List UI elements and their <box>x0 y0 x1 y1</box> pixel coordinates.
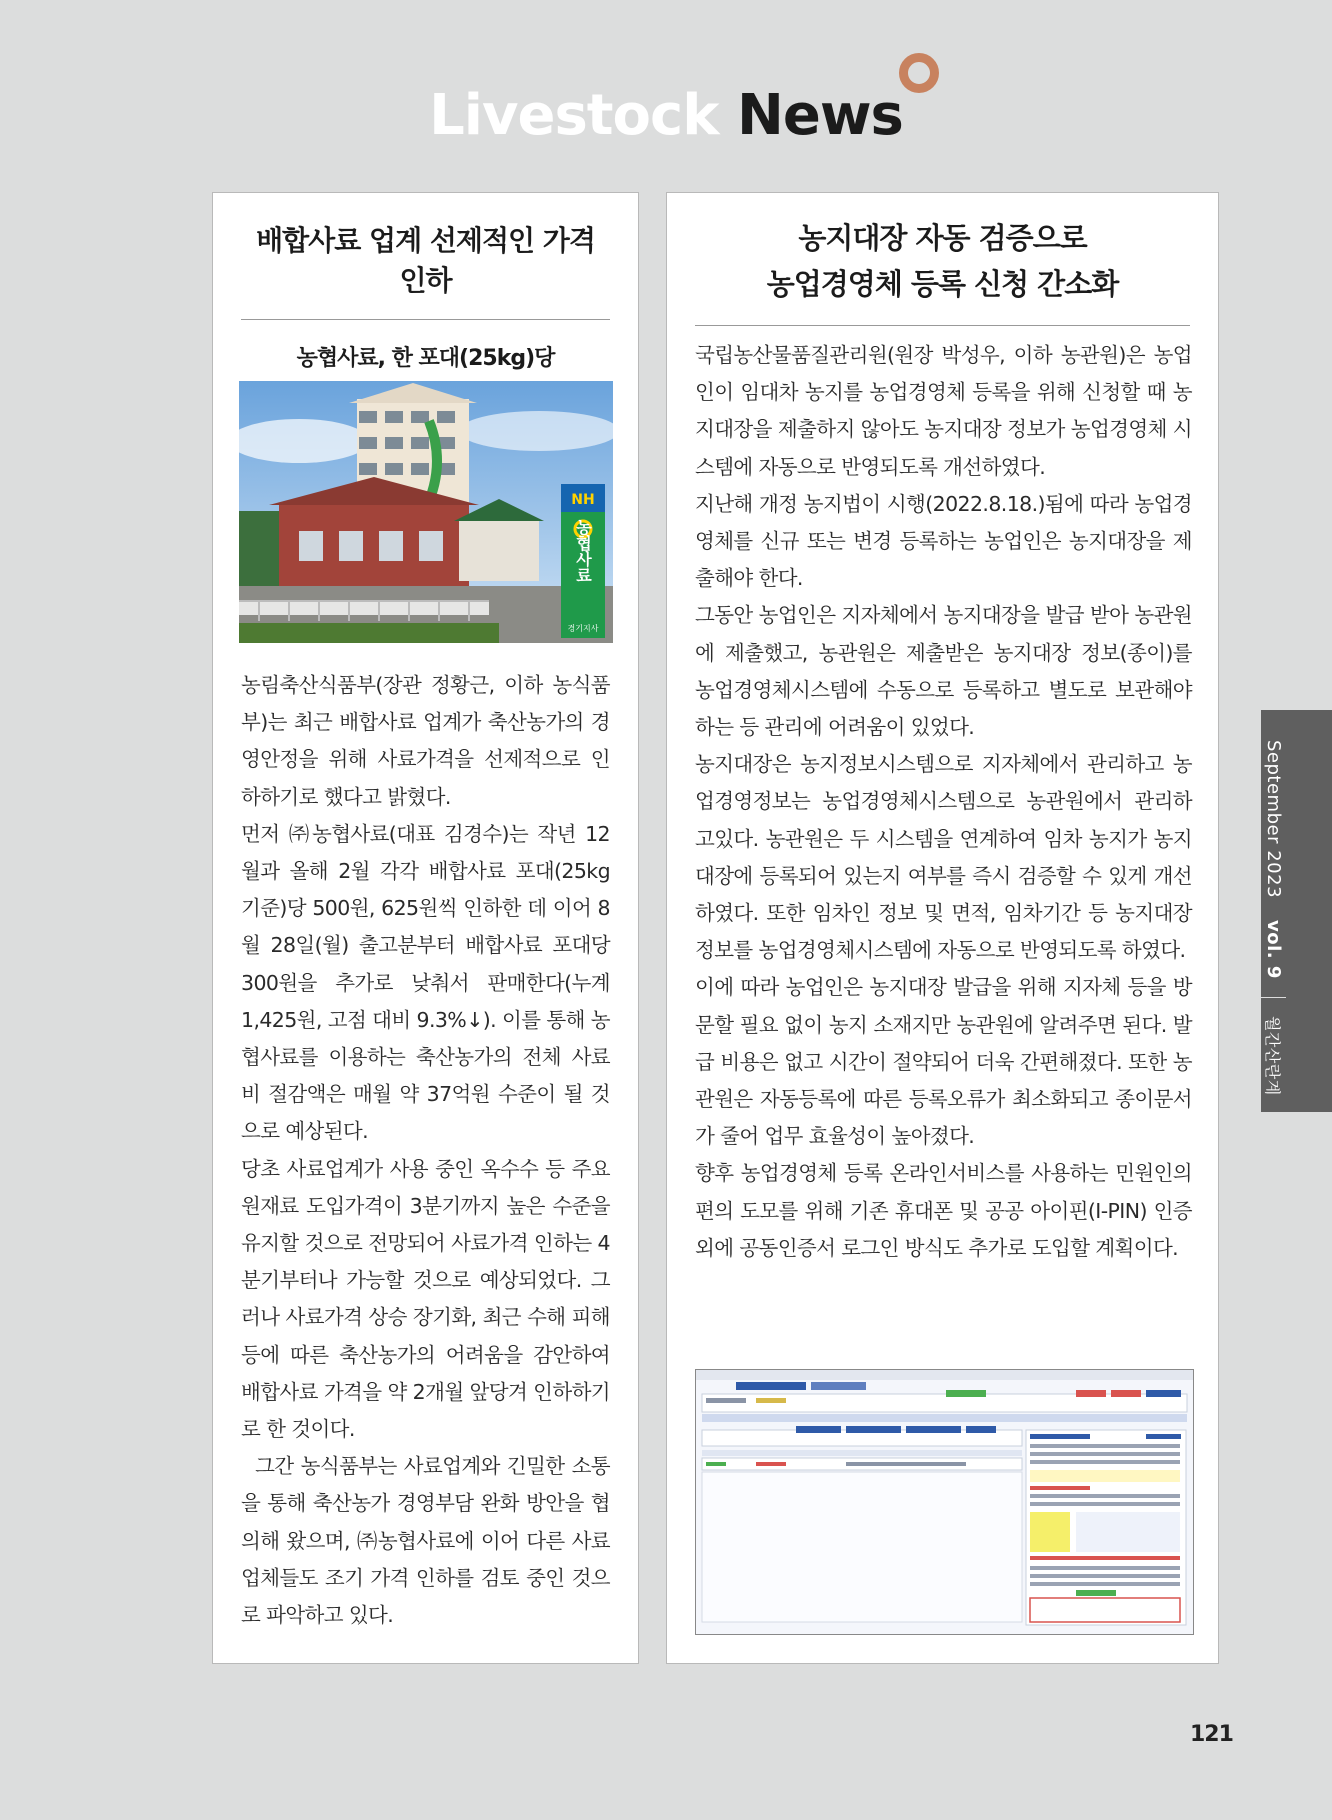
paragraph: 먼저 ㈜농협사료(대표 김경수)는 작년 12월과 올해 2월 각각 배합사료 포대(25kg 기준)당 500원, 625원씩 인하한 데 이어 8월 28일(월) 출고분부터 배합사료 포대당 300원을 추가로 낮춰서 판매한다(누계 1,425원, 고점 대비 9.3%↓). 이를 통해 농협사료를 이용하는 축산농가의 전체 사료비 절감액은 매월 약 37억원 수준이 될 것으로 예상된다. <box>241 821 610 1144</box>
section-header <box>0 83 1332 148</box>
paragraph: 그동안 농업인은 지자체에서 농지대장을 발급 받아 농관원에 제출했고, 농관원은 제출받은 농지대장 정보(종이)를 농업경영체시스템에 수동으로 등록하고 별도로 보관해야 하는 등 관리에 어려움이 있었다. <box>695 603 1192 740</box>
side-tab-content <box>1238 710 1309 1112</box>
side-tab-rotator <box>1238 710 1309 1112</box>
header-word-news <box>737 83 903 148</box>
article-farmland-registry <box>666 192 1219 1664</box>
page-number: 121 <box>1190 1722 1233 1747</box>
article-title <box>695 215 1190 326</box>
header-word-livestock: Livestock <box>429 83 719 148</box>
header-word-news-text: News <box>736 83 903 148</box>
paragraph: 농림축산식품부(장관 정황근, 이하 농식품부)는 최근 배합사료 업계가 축산농가의 경영안정을 위해 사료가격을 선제적으로 인하하기로 했다고 밝혔다. <box>241 673 610 809</box>
subtitle-line-1: 농협사료, 한 포대(25kg)당 <box>296 346 555 371</box>
issue-volume: vol. 9 <box>1262 920 1284 979</box>
article-body <box>695 337 1192 1267</box>
paragraph: 이에 따라 농업인은 농지대장 발급을 위해 지자체 등을 방문할 필요 없이 농지 소재지만 농관원에 알려주면 된다. 발급 비용은 없고 시간이 절약되어 더욱 간편해졌다. 또한 농관원은 자동등록에 따른 등록오류가 최소화되고 종이문서가 줄어 업무 효율성이 높아졌다. <box>695 975 1192 1149</box>
sign-text: 농협사료 <box>573 519 593 583</box>
building-photo-illustration <box>239 381 613 643</box>
paragraph: 국립농산물품질관리원(원장 박성우, 이하 농관원)은 농업인이 임대차 농지를 농업경영체 등록을 위해 신청할 때 농지대장을 제출하지 않아도 농지대장 정보가 농업경영체 시스템에 자동으로 반영되도록 개선하였다. <box>695 343 1192 479</box>
sign-brand: NH <box>571 492 595 508</box>
paragraph: 그간 농식품부는 사료업계와 긴밀한 소통을 통해 축산농가 경영부담 완화 방안을 협의해 왔으며, ㈜농협사료에 이어 다른 사료업체들도 조기 가격 인하를 검토 중인 것으로 파악하고 있다. <box>241 1454 610 1628</box>
paragraph: 지난해 개정 농지법이 시행(2022.8.18.)됨에 따라 농업경영체를 신규 또는 변경 등록하는 농업인은 농지대장을 제출해야 한다. <box>695 491 1192 591</box>
paragraph: 향후 농업경영체 등록 온라인서비스를 사용하는 민원인의 편의 도모를 위해 기존 휴대폰 및 공공 아이핀(I-PIN) 인증 외에 공동인증서 로그인 방식도 추가로 도입할 계획이다. <box>695 1161 1192 1260</box>
article-title: 배합사료 업계 선제적인 가격 인하 <box>241 221 610 320</box>
title-line-2: 농업경영체 등록 신청 간소화 <box>766 267 1119 301</box>
system-screenshot <box>695 1369 1194 1635</box>
paragraph: 농지대장은 농지정보시스템으로 지자체에서 관리하고 농업경영정보는 농업경영체시스템으로 농관원에서 관리하고있다. 농관원은 두 시스템을 연계하여 임차 농지가 농지대장에 등록되어 있는지 여부를 즉시 검증할 수 있게 개선하였다. 또한 임차인 정보 및 면적, 임차기간 등 농지대장 정보를 농업경영체시스템에 자동으로 반영되도록 하였다. <box>695 752 1192 963</box>
sign-sub: 경기지사 <box>567 624 599 633</box>
issue-date: September 2023 <box>1262 740 1284 899</box>
article-feed-price <box>212 192 639 1664</box>
paragraph: 당초 사료업계가 사용 중인 옥수수 등 주요 원재료 도입가격이 3분기까지 높은 수준을 유지할 것으로 전망되어 사료가격 인하는 4분기부터나 가능할 것으로 예상되었다. 그러나 사료가격 상승 장기화, 최근 수해 피해 등에 따른 축산농가의 어려움을 감안하여 배합사료 가격을 약 2개월 앞당겨 인하하기로 한 것이다. <box>241 1156 610 1442</box>
system-screenshot-illustration <box>696 1370 1193 1634</box>
side-tab-divider <box>1260 997 1286 998</box>
magazine-name: 월간산란계 <box>1262 1015 1282 1096</box>
header-ring-icon <box>899 53 939 93</box>
issue-side-tab <box>1261 710 1332 1112</box>
article-body <box>241 667 610 1634</box>
building-photo <box>239 381 613 643</box>
title-line-1: 농지대장 자동 검증으로 <box>798 221 1087 255</box>
